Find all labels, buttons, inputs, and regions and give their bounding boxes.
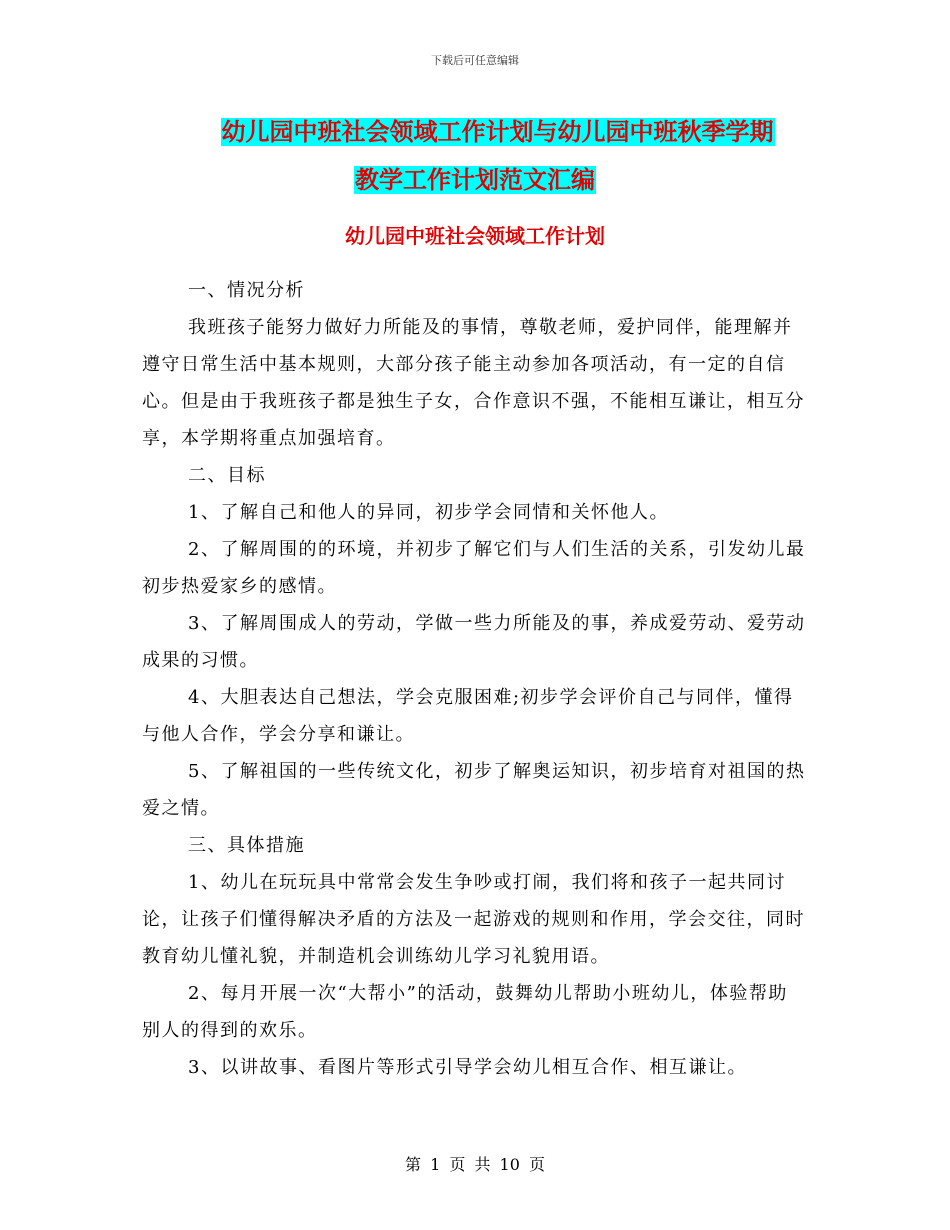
paragraph: 三、具体措施 [188, 835, 305, 856]
paragraph: 2、了解周围的的环境，并初步了解它们与人们生活的关系，引发幼儿最初步热爱家乡的感情。 [142, 539, 806, 597]
paragraph: 4、大胆表达自己想法，学会克服困难;初步学会评价自己与同伴，懂得与他人合作，学会分享和谦让。 [142, 687, 794, 745]
paragraph: 二、目标 [188, 465, 266, 486]
paragraph: 2、每月开展一次“大帮小”的活动，鼓舞幼儿帮助小班幼儿，体验帮助别人的得到的欢乐。 [142, 983, 788, 1041]
page-footer: 第 1 页 共 10 页 [405, 1155, 545, 1174]
document-body [142, 272, 806, 1086]
paragraph: 5、了解祖国的一些传统文化，初步了解奥运知识，初步培育对祖国的热爱之情。 [142, 761, 806, 819]
paragraph: 1、幼儿在玩玩具中常常会发生争吵或打闹，我们将和孩子一起共同讨论，让孩子们懂得解决矛盾的方法及一起游戏的规则和作用，学会交往，同时教育幼儿懂礼貌，并制造机会训练幼儿学习礼貌用语。 [142, 872, 805, 967]
paragraph: 我班孩子能努力做好力所能及的事情，尊敬老师，爱护同伴，能理解并遵守日常生活中基本规则，大部分孩子能主动参加各项活动，有一定的自信心。但是由于我班孩子都是独生子女，合作意识不强，不能相互谦让，相互分享，本学期将重点加强培育。 [142, 317, 805, 449]
paragraph: 3、了解周围成人的劳动，学做一些力所能及的事，养成爱劳动、爱劳动成果的习惯。 [142, 613, 806, 671]
paragraph: 一、情况分析 [188, 280, 305, 301]
header-note: 下载后可任意编辑 [431, 54, 519, 67]
document-title [0, 108, 950, 204]
paragraph: 3、以讲故事、看图片等形式引导学会幼儿相互合作、相互谦让。 [188, 1057, 747, 1078]
paragraph: 1、了解自己和他人的异同，初步学会同情和关怀他人。 [188, 502, 669, 523]
title-line-1: 幼儿园中班社会领域工作计划与幼儿园中班秋季学期 [221, 118, 774, 146]
section-title: 幼儿园中班社会领域工作计划 [345, 224, 605, 248]
title-line-2: 教学工作计划范文汇编 [355, 166, 595, 194]
